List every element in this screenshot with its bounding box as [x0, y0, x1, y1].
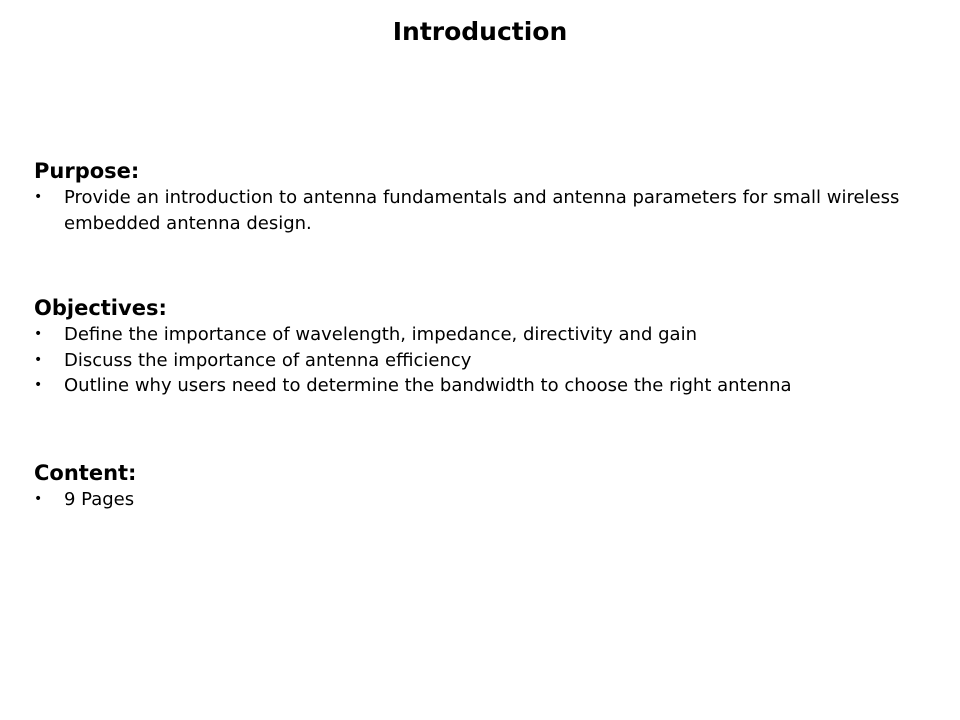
content-bullet-1: [34, 487, 934, 513]
objectives-bullet-list: [34, 322, 934, 399]
objectives-bullet-2: [34, 348, 934, 374]
bullet-text: Outline why users need to determine the bandwidth to choose the right antenna: [64, 375, 792, 396]
purpose-section: [34, 157, 934, 236]
content-bullet-list: [34, 487, 934, 513]
objectives-section: [34, 294, 934, 399]
slide-title: Introduction: [392, 17, 568, 46]
purpose-bullet-list: [34, 185, 934, 236]
bullet-icon: •: [34, 189, 43, 205]
bullet-text: Discuss the importance of antenna efficiency: [64, 349, 472, 371]
objectives-heading: Objectives:: [34, 296, 167, 320]
bullet-icon: •: [34, 351, 43, 368]
bullet-text: 9 Pages: [64, 489, 135, 510]
bullet-icon: •: [34, 326, 43, 342]
purpose-bullet-1: [34, 185, 934, 236]
bullet-icon: •: [34, 491, 43, 507]
bullet-icon: •: [34, 377, 43, 393]
content-section: [34, 459, 934, 513]
bullet-text: Define the importance of wavelength, impedance, directivity and gain: [64, 324, 697, 345]
content-heading: Content:: [34, 461, 137, 485]
objectives-bullet-3: [34, 373, 934, 399]
objectives-bullet-1: [34, 322, 934, 348]
purpose-heading: Purpose:: [34, 159, 140, 183]
bullet-text: Provide an introduction to antenna fundamentals and antenna parameters for small wireless embedded antenna design.: [64, 187, 900, 234]
